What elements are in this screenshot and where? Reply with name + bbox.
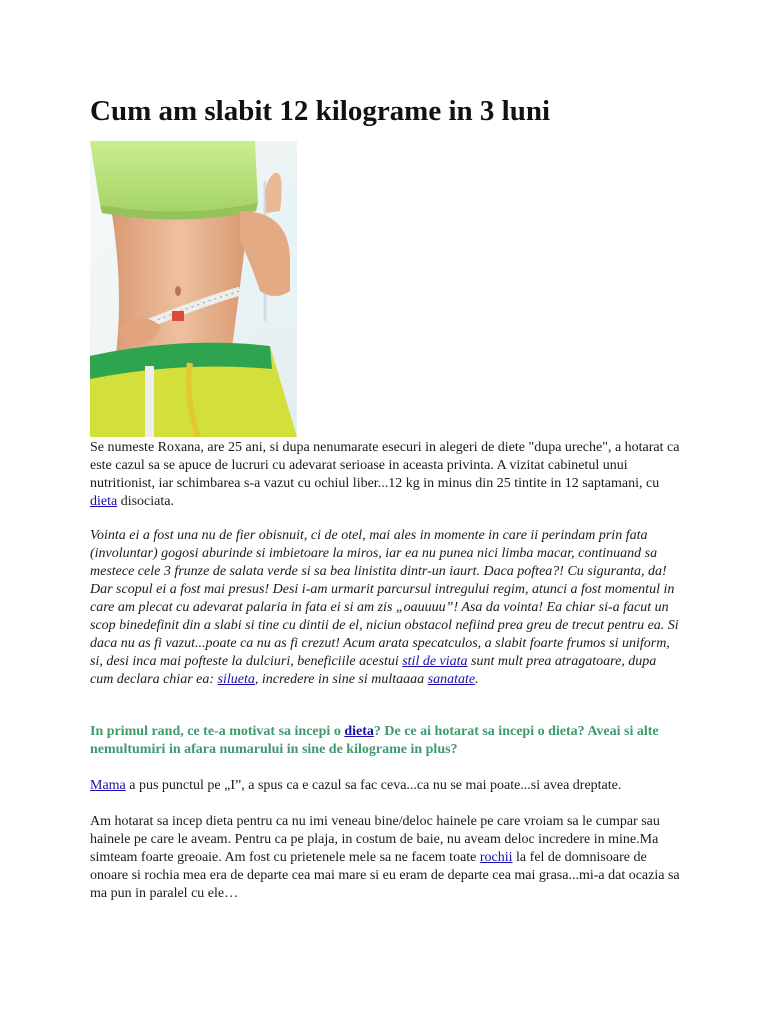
interview-question — [90, 723, 682, 759]
question-text: In primul rand, ce te-a motivat sa incepi o — [90, 724, 345, 739]
intro-text: Se numeste Roxana, are 25 ani, si dupa nenumarate esecuri in alegeri de diete "dupa ureche", a hotarat ca este cazul sa se apuce de lucruri cu adevarat serioase in aceasta privinta. A vizitat cabinetul unui nutritionist, iar schimbarea s-a vazut cu ochiul liber...12 kg in minus din 25 tintite in 12 saptamani, cu — [90, 440, 680, 491]
fitness-photo-icon — [90, 141, 297, 437]
willpower-text-3: , incredere in sine si multaaaa — [254, 672, 428, 687]
question-text-end: ? De ce ai hotarat sa incepi o dieta? Aveai si alte nemultumiri in afara numarului in sine de kilograme in plus? — [90, 724, 659, 757]
sanatate-link[interactable]: sanatate — [427, 672, 476, 687]
dieta-link[interactable]: dieta — [90, 494, 118, 509]
willpower-paragraph — [90, 527, 682, 689]
mama-link[interactable]: Mama — [90, 778, 126, 793]
answer-text: a pus punctul pe „I”, a spus ca e cazul sa fac ceva...ca nu se mai poate...si avea dreptate. — [125, 778, 622, 793]
silueta-link[interactable]: silueta — [217, 672, 255, 687]
willpower-text-2: sunt mult prea atragatoare, dupa cum declara chiar ea: — [90, 654, 657, 687]
rochii-link[interactable]: rochii — [479, 850, 513, 865]
willpower-text-end: . — [475, 672, 479, 687]
question-dieta-link[interactable]: dieta — [344, 724, 374, 739]
stil-de-viata-link[interactable]: stil de viata — [402, 654, 468, 669]
intro-paragraph — [90, 439, 682, 511]
willpower-text: Vointa ei a fost una nu de fier obisnuit, ci de otel, mai ales in momente in care ii perindam prin fata (involuntar) gogosi aburinde si imbietoare la miros, iar ea nu punea nici limba macar, continuand sa mestece cele 3 frunze de salata verde si sa bea linistita dintr-un iaurt. Daca poftea?! Cu siguranta, da! Dar scopul ei a fost mai presus! Desi i-am urmarit parcursul intregului regim, atunci a fost momentul in care am plecat cu adevarat palaria in fata ei si am zis „oauuuu”! Asa da vointa! Ea chiar si-a facut un scop binedefinit din a slabi si tine cu dintii de el, niciun obstacol nefiind prea greu de trecut pentru ea. Si daca nu as fi vazut...poate ca nu as fi crezut! Acum arata specatculos, a slabit foarte frumos si uniform, si, desi inca mai pofteste la dulciuri, beneficiile acestui — [90, 528, 679, 669]
story-paragraph — [90, 813, 682, 903]
page-title: Cum am slabit 12 kilograme in 3 luni — [90, 95, 551, 127]
story-text: Am hotarat sa incep dieta pentru ca nu imi veneau bine/deloc hainele pe care vroiam sa le cumpar sau hainele pe care le aveam. Pentru ca pe plaja, in costum de baie, nu aveam deloc incredere in mine.Ma simteam foarte greoaie. Am fost cu prietenele mele sa ne facem toate — [90, 814, 660, 865]
intro-text-end: disociata. — [117, 494, 174, 509]
answer-paragraph — [90, 777, 682, 795]
story-text-end: la fel de domnisoare de onoare si rochia mea era de departe cea mai mare si eu eram de departe cea mai grasa...mi-a dat ocazia sa ma pun in paralel cu ele… — [90, 850, 680, 901]
